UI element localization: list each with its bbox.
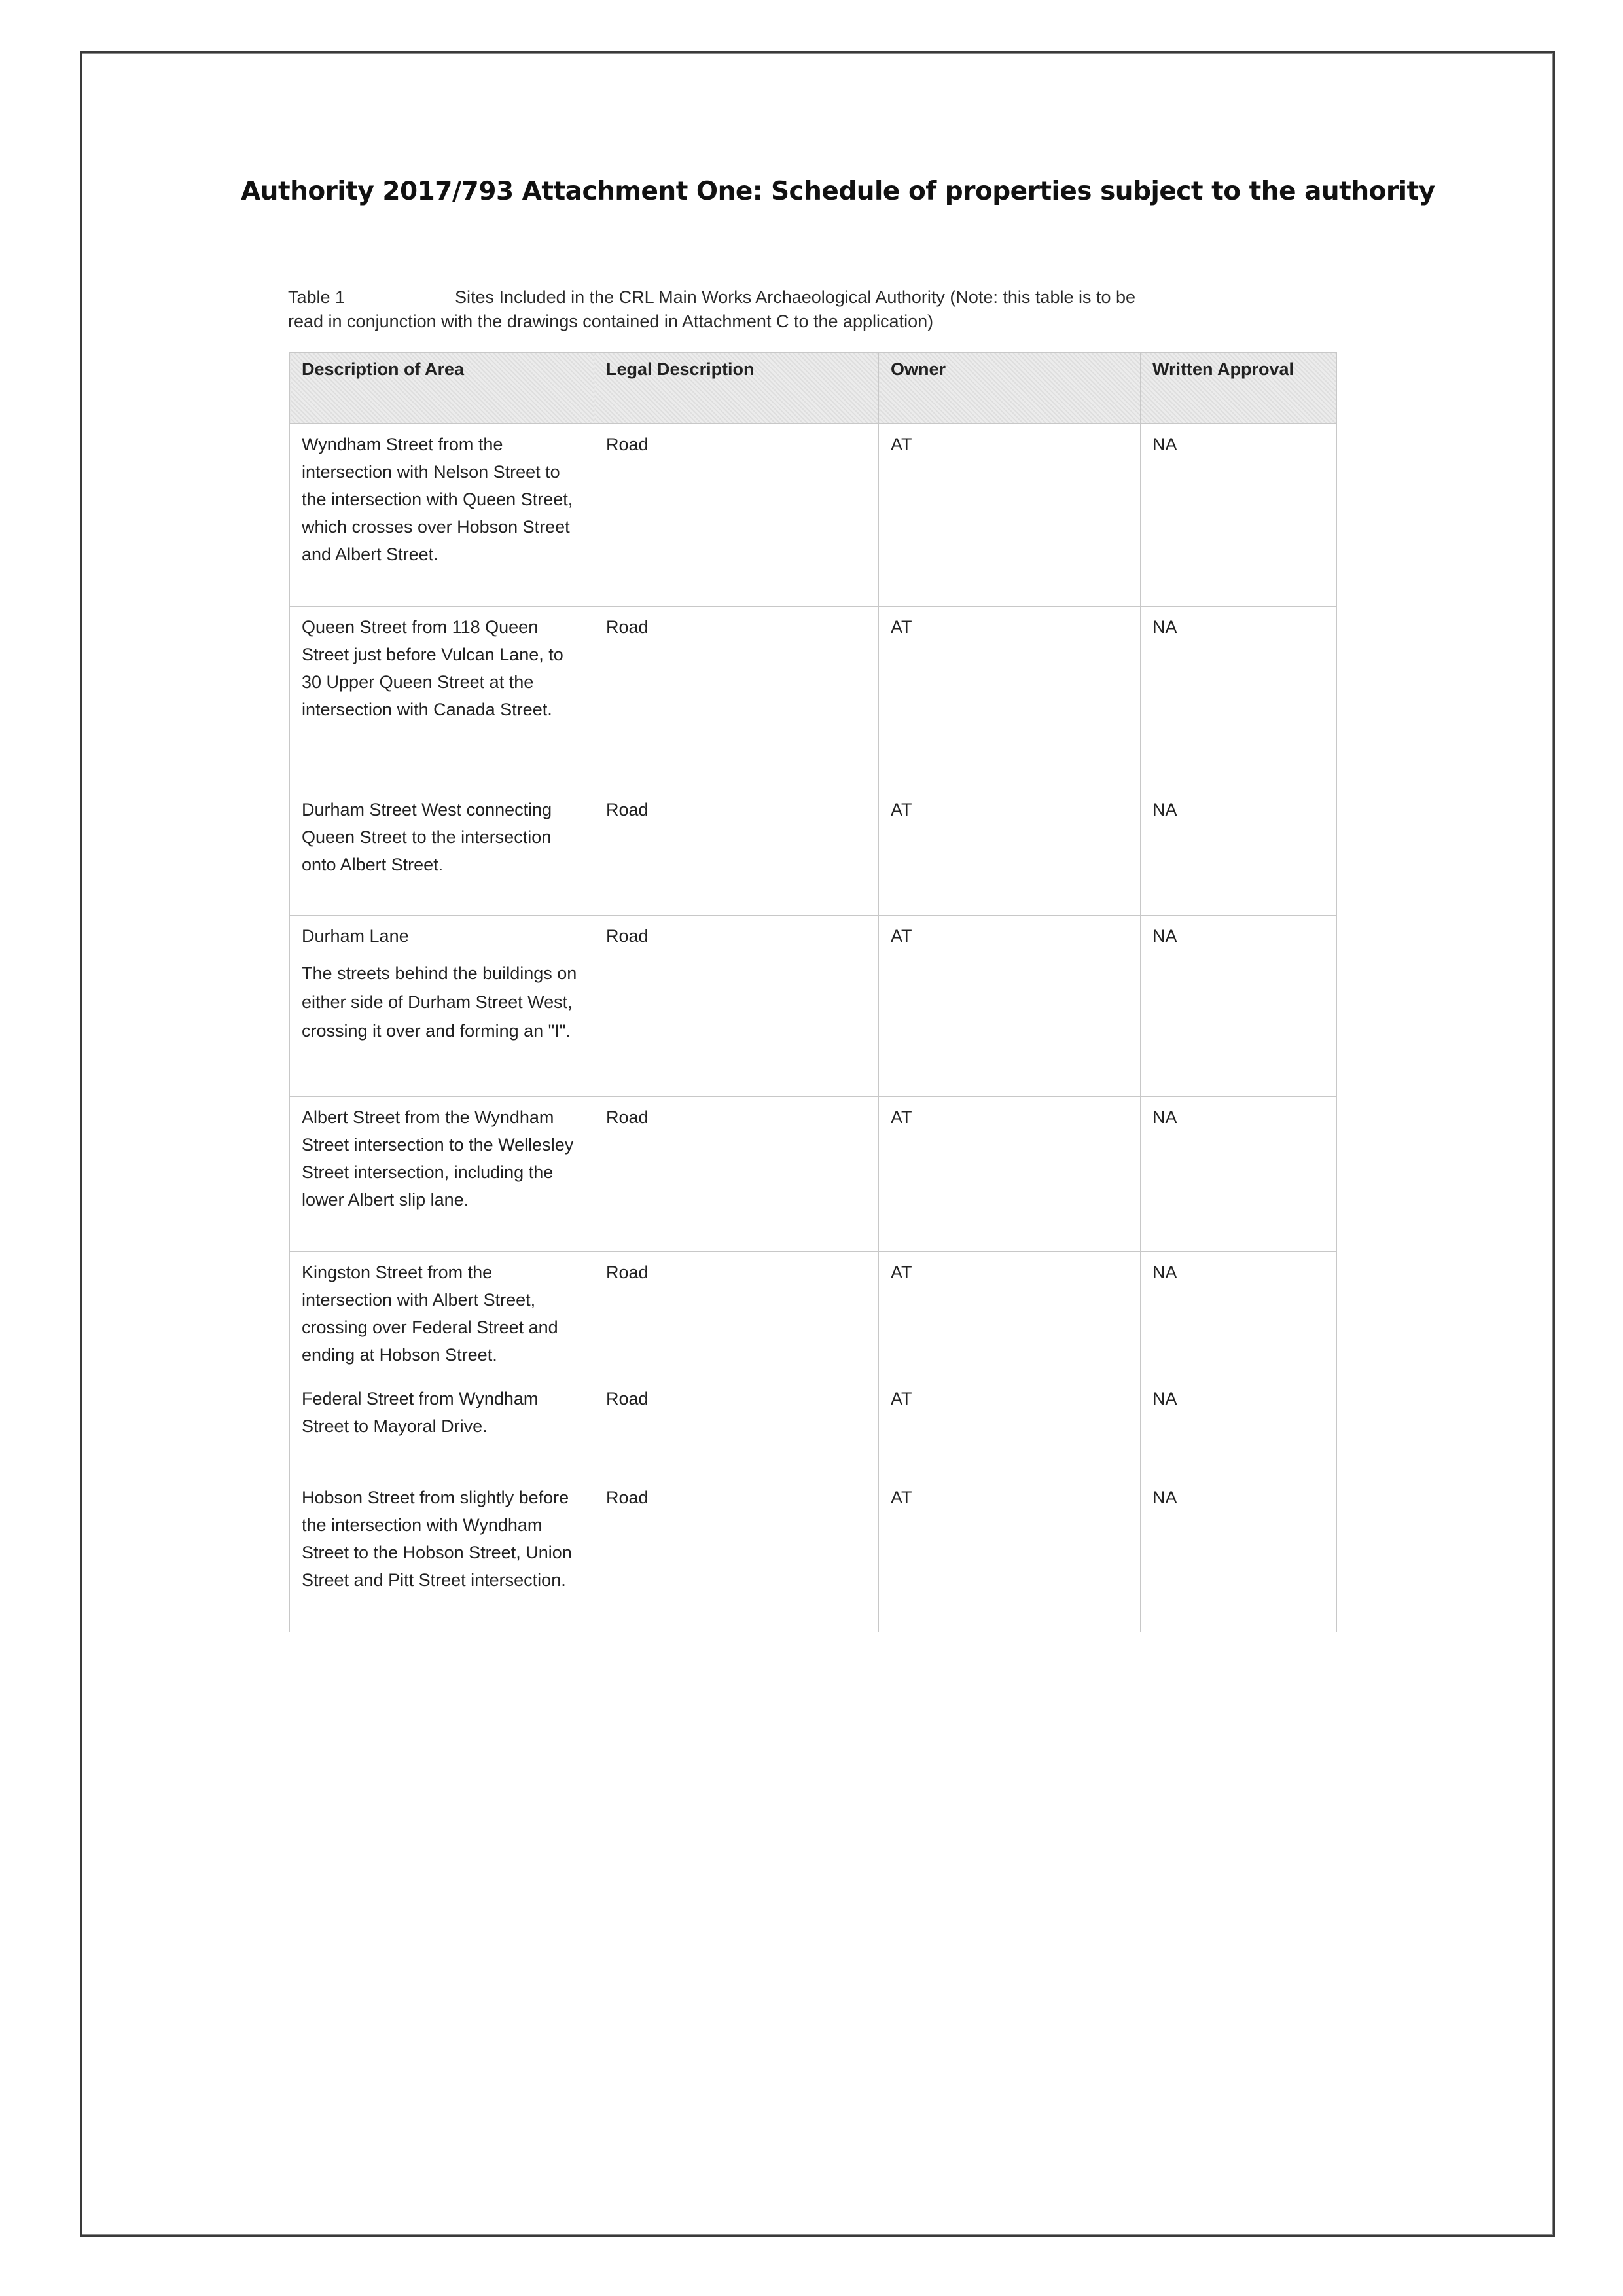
header-description: Description of Area <box>290 353 594 424</box>
cell-legal-description: Road <box>594 1477 879 1632</box>
cell-description <box>290 1378 594 1477</box>
table-row <box>290 916 1337 1097</box>
header-written-approval: Written Approval <box>1141 353 1337 424</box>
description-text: Kingston Street from the intersection with Albert Street, crossing over Federal Street and ending at Hobson Street. <box>302 1263 558 1365</box>
cell-owner: AT <box>879 1252 1141 1378</box>
cell-description <box>290 1097 594 1252</box>
table-row <box>290 789 1337 916</box>
cell-description <box>290 1252 594 1378</box>
cell-legal-description: Road <box>594 607 879 789</box>
cell-legal-description: Road <box>594 1378 879 1477</box>
cell-written-approval: NA <box>1141 1477 1337 1632</box>
cell-description <box>290 607 594 789</box>
cell-written-approval: NA <box>1141 607 1337 789</box>
header-owner: Owner <box>879 353 1141 424</box>
cell-owner: AT <box>879 1097 1141 1252</box>
cell-owner: AT <box>879 1378 1141 1477</box>
table-caption-text-1: Sites Included in the CRL Main Works Archaeological Authority (Note: this table is to be <box>455 287 1136 307</box>
cell-legal-description: Road <box>594 789 879 916</box>
cell-legal-description: Road <box>594 1252 879 1378</box>
description-text: Durham Lane <box>302 926 409 946</box>
table-caption-label: Table 1 <box>288 287 346 307</box>
table-row <box>290 424 1337 607</box>
cell-written-approval: NA <box>1141 789 1337 916</box>
table-header <box>290 353 1337 424</box>
table-row <box>290 1378 1337 1477</box>
cell-written-approval: NA <box>1141 1097 1337 1252</box>
cell-description <box>290 789 594 916</box>
cell-written-approval: NA <box>1141 424 1337 607</box>
cell-legal-description: Road <box>594 424 879 607</box>
table-caption <box>288 285 1335 334</box>
table-header-row <box>290 353 1337 424</box>
table-row <box>290 1252 1337 1378</box>
document-title: Authority 2017/793 Attachment One: Schedule of properties subject to the authority <box>241 177 1435 206</box>
cell-written-approval: NA <box>1141 916 1337 1097</box>
table-body <box>290 424 1337 1632</box>
table-caption-line-1 <box>288 285 1335 310</box>
description-text: Federal Street from Wyndham Street to Mayoral Drive. <box>302 1389 539 1436</box>
cell-description <box>290 916 594 1097</box>
cell-owner: AT <box>879 1477 1141 1632</box>
cell-legal-description: Road <box>594 1097 879 1252</box>
cell-owner: AT <box>879 607 1141 789</box>
cell-owner: AT <box>879 424 1141 607</box>
description-text: Queen Street from 118 Queen Street just before Vulcan Lane, to 30 Upper Queen Street at the intersection with Canada Street. <box>302 617 563 719</box>
description-text: Durham Street West connecting Queen Street to the intersection onto Albert Street. <box>302 800 552 874</box>
cell-owner: AT <box>879 789 1141 916</box>
table-row <box>290 1477 1337 1632</box>
table-row <box>290 607 1337 789</box>
cell-owner: AT <box>879 916 1141 1097</box>
cell-written-approval: NA <box>1141 1378 1337 1477</box>
table-caption-text-2: read in conjunction with the drawings contained in Attachment C to the application) <box>288 312 934 331</box>
header-legal-description: Legal Description <box>594 353 879 424</box>
table-row <box>290 1097 1337 1252</box>
cell-legal-description: Road <box>594 916 879 1097</box>
description-text: Wyndham Street from the intersection with Nelson Street to the intersection with Queen Street, which crosses over Hobson Street and Albert Street. <box>302 435 573 564</box>
cell-description <box>290 424 594 607</box>
description-note: The streets behind the buildings on either side of Durham Street West, crossing it over and forming an "I". <box>302 963 577 1041</box>
description-text: Hobson Street from slightly before the intersection with Wyndham Street to the Hobson Street, Union Street and Pitt Street intersection. <box>302 1488 572 1590</box>
cell-written-approval: NA <box>1141 1252 1337 1378</box>
cell-description <box>290 1477 594 1632</box>
description-text: Albert Street from the Wyndham Street intersection to the Wellesley Street intersection, including the lower Albert slip lane. <box>302 1107 574 1210</box>
schedule-table <box>289 352 1337 1632</box>
